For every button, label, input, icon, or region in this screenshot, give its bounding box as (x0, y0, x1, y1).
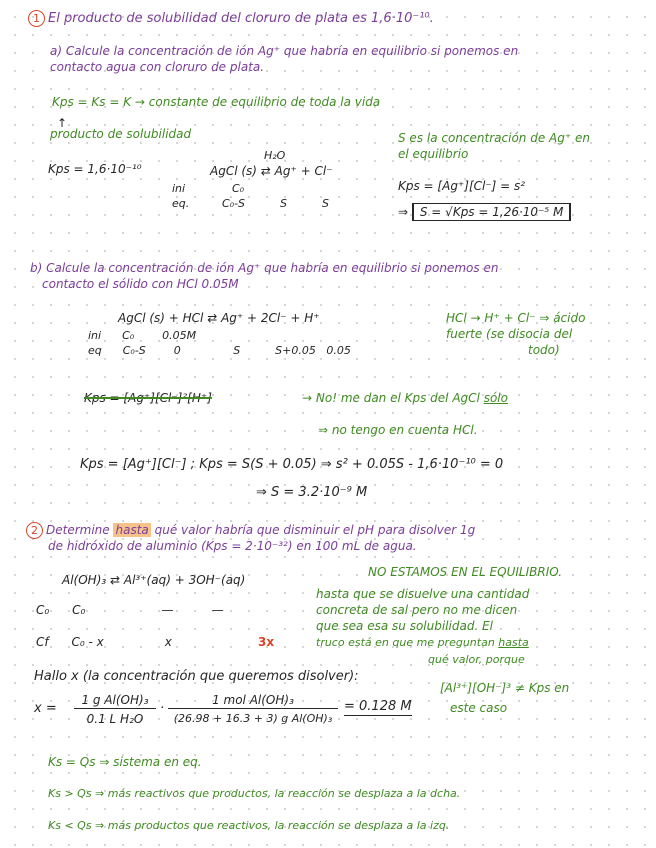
up-arrow-icon: ↑ (57, 116, 68, 130)
dissolution-reaction: AgCl (s) ⇄ Ag⁺ + Cl⁻ (210, 164, 333, 178)
s-result-line: ⇒ S = √Kps = 1,26·10⁻⁵ M (398, 206, 571, 220)
ini-c0: C₀ (232, 182, 245, 195)
no-note-text: → No! me dan el Kps del AgCl (302, 391, 480, 405)
hcl-note-line-1: HCl → H⁺ + Cl⁻ ⇒ ácido (446, 311, 586, 325)
part-b-reaction: AgCl (s) + HCl ⇄ Ag⁺ + 2Cl⁻ + H⁺ (118, 311, 320, 325)
problem-2-number: 2 (26, 522, 43, 539)
ks-rule-2: Ks > Qs ⇒ más reactivos que productos, la reacción se desplaza a la dcha. (48, 787, 461, 800)
part-b-question-line-2: contacto el sólido con HCl 0.05M (42, 277, 239, 291)
hasta-note-truco: truco está en que me preguntan (316, 636, 495, 649)
problem-2-question-line-2: de hidróxido de aluminio (Kps = 2·10⁻³²) en 100 mL de agua. (48, 539, 417, 553)
hasta-note-line-2: concreta de sal pero no me dicen (316, 603, 518, 617)
problem-1-statement: El producto de solubilidad del cloruro de plata es 1,6·10⁻¹⁰. (48, 11, 434, 26)
x-result: = 0.128 M (344, 699, 412, 714)
hcl-note-line-2: fuerte (se disocia del (446, 327, 573, 341)
p2-reaction: Al(OH)₃ ⇄ Al³⁺(aq) + 3OH⁻(aq) (62, 573, 246, 587)
no-note-line-1 (302, 392, 508, 406)
part-b-final-equation: Kps = [Ag⁺][Cl⁻] ; Kps = S(S + 0.05) ⇒ s² + 0.05S - 1,6·10⁻¹⁰ = 0 (80, 457, 504, 472)
ks-rule-1: Ks = Qs ⇒ sistema en eq. (48, 755, 202, 769)
ini-label: ini (172, 182, 186, 195)
eq-label: eq. (172, 197, 190, 210)
problem-1-number: 1 (28, 10, 45, 27)
hasta-note-line-1: hasta que se disuelve una cantidad (316, 587, 530, 601)
not-equal-expression: [Al³⁺][OH⁻]³ ≠ Kps en (440, 681, 570, 695)
part-a-question-line-2: contacto agua con cloruro de plata. (50, 60, 265, 74)
cf-row: Cf C₀ - x x (36, 635, 172, 649)
problem-2-question-line-1 (26, 522, 475, 539)
no-note-line-2: ⇒ no tengo en cuenta HCl. (318, 423, 478, 437)
part-b-question-line-1: b) Calcule la concentración de ión Ag⁺ que habría en equilibrio si ponemos en (30, 261, 499, 275)
part-a-question-line-1: a) Calcule la concentración de ión Ag⁺ que habría en equilibrio si ponemos en (50, 44, 519, 58)
kps-expression: Kps = [Ag⁺][Cl⁻] = s² (398, 179, 526, 193)
fraction-1-denominator: 0.1 L H₂O (86, 712, 144, 726)
fraction-1-numerator: 1 g Al(OH)₃ (74, 694, 156, 709)
part-b-eq-row: eq C₀-S 0 S S+0.05 0.05 (88, 344, 351, 357)
hasta-note-line-4 (316, 637, 529, 650)
hasta-note-hasta: hasta (498, 636, 529, 649)
part-b-ini-row: ini C₀ 0.05M (88, 329, 197, 342)
q1-hasta-highlight: hasta (115, 523, 149, 537)
not-equilibrium-note: NO ESTAMOS EN EL EQUILIBRIO. (368, 565, 563, 579)
kps-name: producto de solubilidad (50, 127, 192, 141)
fraction-2-denominator: (26.98 + 16.3 + 3) g Al(OH)₃ (173, 712, 333, 725)
not-equal-case: este caso (450, 701, 508, 715)
x-equals: x = (34, 701, 57, 716)
h2o-label: H₂O (264, 149, 286, 162)
q1-rest: qué valor habría que disminuir el pH para disolver 1g (154, 523, 476, 537)
eq-row: C₀-S S S (222, 197, 329, 210)
hallo-x-line: Hallo x (la concentración que queremos disolver): (34, 669, 359, 684)
hasta-note-line-5: qué valor, porque (428, 653, 525, 666)
kps-definition: Kps = Ks = K → constante de equilibrio de toda la vida (52, 95, 381, 109)
hasta-note-line-3: que sea esa su solubilidad. El (316, 619, 493, 633)
s-note-line-2: el equilibrio (398, 147, 469, 161)
problem-1-title (28, 10, 434, 27)
no-note-solo: sólo (483, 391, 508, 405)
crossed-kps-expression: Kps = [Ag⁺][Cl⁻]²[H⁺] (84, 391, 212, 405)
fraction-2-numerator: 1 mol Al(OH)₃ (168, 694, 338, 709)
s-note-line-1: S es la concentración de Ag⁺ en (398, 131, 590, 145)
crossed-3x: 3x (258, 635, 275, 649)
multiply-dot: · (160, 701, 165, 716)
part-b-result: ⇒ S = 3.2·10⁻⁹ M (256, 485, 368, 500)
hcl-note-line-3: todo) (528, 343, 560, 357)
c0-row: C₀ C₀ — — (36, 603, 224, 617)
s-result-box: S = √Kps = 1,26·10⁻⁵ M (412, 203, 571, 221)
q1-determine: Determine (46, 523, 110, 537)
kps-value: Kps = 1,6·10⁻¹⁰ (48, 162, 142, 176)
ks-rule-3: Ks < Qs ⇒ más productos que reactivos, la reacción se desplaza a la izq. (48, 819, 450, 832)
